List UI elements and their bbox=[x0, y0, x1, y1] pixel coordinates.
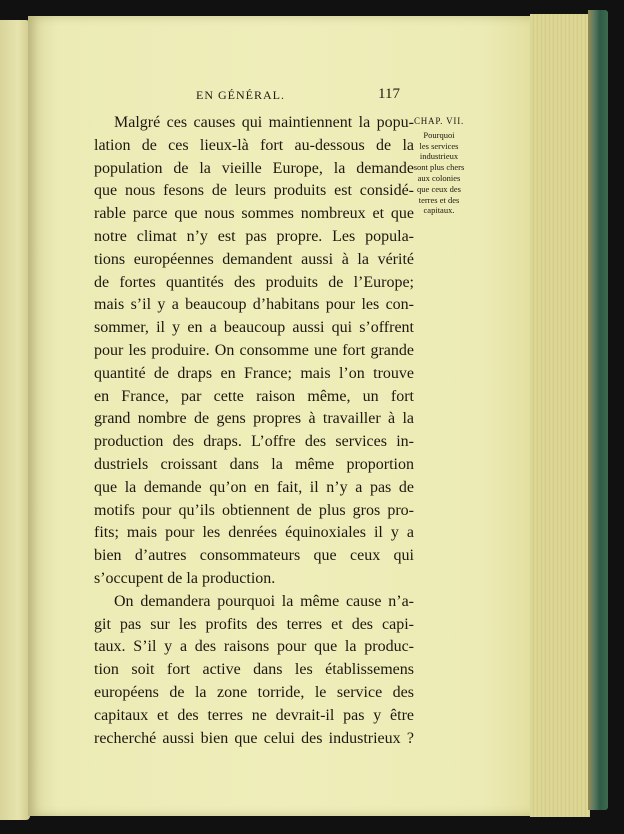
text-line: notre climat n’y est pas propre. Les popula- bbox=[94, 227, 414, 245]
text-line: bien d’autres consommateurs que ceux qui bbox=[94, 547, 414, 565]
text-line: rable parce que nous sommes nombreux et que bbox=[94, 205, 414, 223]
body-text bbox=[94, 112, 414, 750]
book-binding bbox=[588, 10, 608, 810]
text-line: git pas sur les profits des terres et des capi- bbox=[94, 615, 414, 633]
text-line: en France, par cette raison même, un fort bbox=[94, 387, 414, 405]
text-line: population de la vieille Europe, la demande bbox=[94, 159, 414, 177]
text-line: de fortes quantités des produits de l’Europe; bbox=[94, 273, 414, 291]
text-line: production des draps. L’offre des services in- bbox=[94, 433, 414, 451]
previous-page-edge bbox=[0, 20, 30, 820]
running-title: EN GÉNÉRAL. bbox=[196, 88, 285, 102]
text-line: taux. S’il y a des raisons pour que la produc- bbox=[94, 638, 414, 656]
text-line: Malgré ces causes qui maintiennent la popu- bbox=[114, 114, 414, 131]
margin-note-line: que ceux des bbox=[417, 183, 461, 194]
margin-note-line: les services bbox=[419, 140, 459, 151]
text-line: fits; mais pour les denrées équinoxiales il y a bbox=[94, 524, 414, 542]
chapter-label: CHAP. VII. bbox=[413, 116, 465, 126]
text-line: lation de ces lieux-là fort au-dessous de la bbox=[94, 136, 414, 154]
text-line: que la demande qu’on en fait, il n’y a pas de bbox=[94, 478, 414, 496]
text-line: motifs pour qu’ils obtiennent de plus gros pro- bbox=[94, 501, 414, 519]
text-line: pour les produire. On consomme une fort grande bbox=[94, 341, 414, 359]
text-line: tion soit fort active dans les établissemens bbox=[94, 661, 414, 679]
text-line: européens de la zone torride, le service des bbox=[94, 683, 414, 701]
margin-note-line: Pourquoi bbox=[423, 129, 455, 140]
page-number: 117 bbox=[378, 86, 400, 102]
margin-note-line: terres et des bbox=[418, 194, 460, 205]
text-line: quantité de draps en France; mais l’on trouve bbox=[94, 364, 414, 382]
text-line: mais s’il y a beaucoup d’habitans pour les con- bbox=[94, 296, 414, 314]
text-line: sommer, il y en a beaucoup aussi qui s’offrent bbox=[94, 319, 414, 337]
text-line: On demandera pourquoi la même cause n’a- bbox=[114, 592, 414, 610]
margin-note-line: aux colonies bbox=[417, 172, 461, 183]
text-line: tions européennes demandent aussi à la vérité bbox=[94, 250, 414, 268]
text-line: s’occupent de la production. bbox=[94, 569, 276, 587]
text-line: grand nombre de gens propres à travailler à la bbox=[94, 410, 414, 428]
margin-note-line: capitaux. bbox=[423, 205, 455, 216]
text-line: recherché aussi bien que celui des industrieux ? bbox=[94, 729, 414, 747]
text-line: que nous fesons de leurs produits est considé- bbox=[94, 182, 414, 200]
text-line: dustriels croissant dans la même proportion bbox=[94, 455, 414, 473]
margin-note-line: sont plus chers bbox=[413, 162, 465, 173]
margin-note-line: industrieux bbox=[419, 151, 459, 162]
margin-note bbox=[408, 116, 470, 216]
page-stack-edges bbox=[530, 14, 590, 817]
text-line: capitaux et des terres ne devrait-il pas y être bbox=[94, 706, 414, 724]
